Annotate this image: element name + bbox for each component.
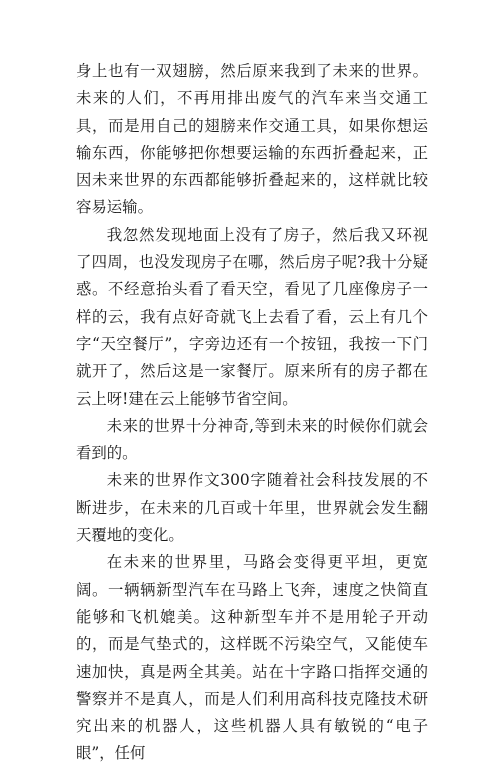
- paragraph-3: 未来的世界十分神奇,等到未来的时候你们就会看到的。: [76, 416, 428, 463]
- paragraph-4: 未来的世界作文300字随着社会科技发展的不断进步，在未来的几百或十年里，世界就会发生翻天覆地的变化。: [76, 471, 428, 545]
- paragraph-2: 我忽然发现地面上没有了房子，然后我又环视了四周，也没发现房子在哪，然后房子呢?我十分疑惑。不经意抬头看了看天空，看见了几座像房子一样的云，我有点好奇就飞上去看了看，云上有几个字“天空餐厅”，字旁边还有一个按钮，我按一下门就开了，然后这是一家餐厅。原来所有的房子都在云上呀!建在云上能够节省空间。: [76, 225, 428, 408]
- paragraph-1: 身上也有一双翅膀，然后原来我到了未来的世界。未来的人们，不再用排出废气的汽车来当交通工具，而是用自己的翅膀来作交通工具，如果你想运输东西，你能够把你想要运输的东西折叠起来，正因未来世界的东西都能够折叠起来的，这样就比较容易运输。: [76, 62, 428, 217]
- paragraph-5: 在未来的世界里，马路会变得更平坦，更宽阔。一辆辆新型汽车在马路上飞奔，速度之快简直能够和飞机媲美。这种新型车并不是用轮子开动的，而是气垫式的，这样既不污染空气，又能使车速加快，真是两全其美。站在十字路口指挥交通的警察并不是真人，而是人们利用高科技克隆技术研究出来的机器人，这些机器人具有敏锐的“电子眼”，任何: [76, 553, 428, 763]
- document-body: [76, 58, 428, 768]
